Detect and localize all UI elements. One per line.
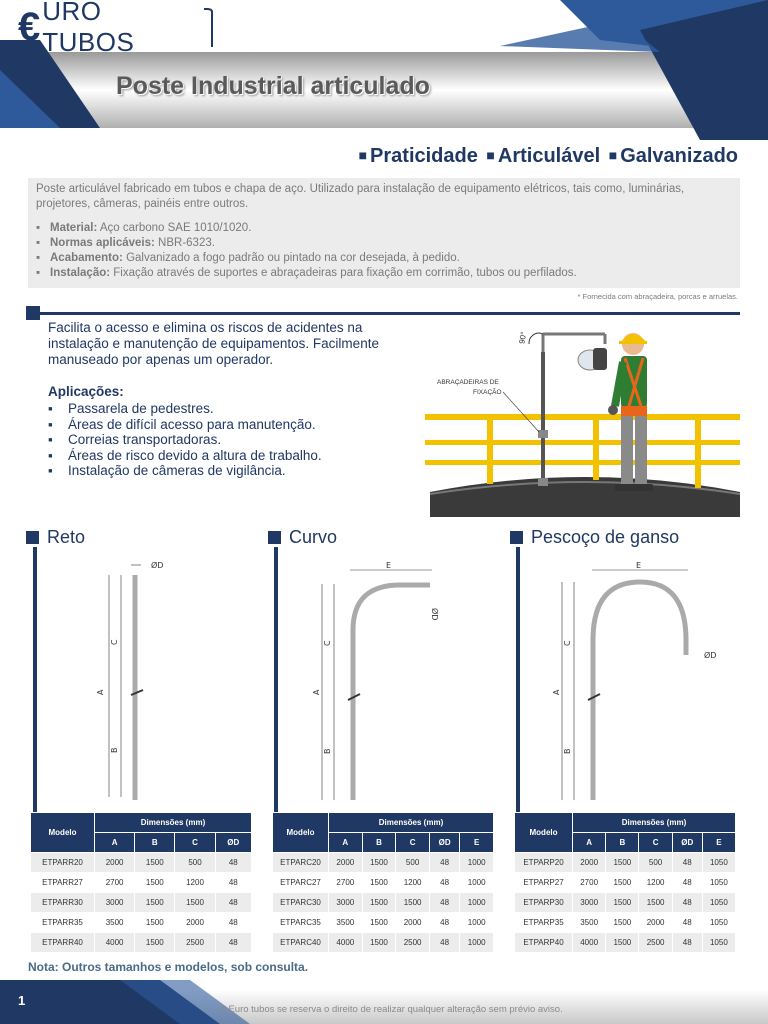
dimensions-table-pescoco: Modelo Dimensões (mm) A B C ØD E ETPARP20 2000 1500 500 48 1050 ETPARP27 2700 1500 1200 48 1050 ETPARP30 3000 1500 1500 48 1050 ETPARP35 3500 1500 2000 48 1050 ETPARP40 4000 1500 2500 48 1050	[514, 812, 736, 953]
page-title: Poste Industrial articulado	[116, 72, 430, 100]
description-intro: Poste articulável fabricado em tubos e chapa de aço. Utilizado para instalação de equipamento elétricos, tais como, luminárias, projetores, câmeras, painéis entre outros.	[36, 183, 685, 210]
applications-title: Aplicações:	[48, 384, 124, 399]
svg-text:A: A	[96, 689, 105, 695]
description-box	[28, 178, 740, 288]
svg-text:ØD: ØD	[151, 561, 164, 570]
table-header-dimensions: Dimensões (mm)	[95, 813, 252, 833]
svg-text:B: B	[323, 748, 332, 754]
dimensions-table-curvo: Modelo Dimensões (mm) A B C ØD E ETPARC20 2000 1500 500 48 1000 ETPARC27 2700 1500 1200 48 1000 ETPARC30 3000 1500 1500 48 1000 ETPARC35 3500 1500 2000 48 1000 ETPARC40 4000 1500 2500 48 1000	[272, 812, 494, 953]
table-row: ETPARP40 4000 1500 2500 48 1050	[515, 933, 736, 953]
svg-text:ØD: ØD	[430, 608, 439, 621]
application-item: ▪ Áreas de risco devido a altura de trabalho.	[48, 448, 322, 464]
benefits-text: Facilita o acesso e elimina os riscos de acidentes na instalação e manutenção de equipamentos. Facilmente manuseado por apenas um operador.	[48, 320, 379, 367]
drawing-reto	[95, 555, 195, 805]
table-row: ETPARC27 2700 1500 1200 48 1000	[273, 873, 494, 893]
table-row: ETPARP30 3000 1500 1500 48 1050	[515, 893, 736, 913]
table-row: ETPARR40 4000 1500 2500 48	[31, 933, 252, 953]
clamps-label-line2: FIXAÇÃO	[473, 389, 502, 396]
angle-label: 90°	[517, 331, 529, 345]
section-divider	[28, 312, 740, 315]
footer-note: Nota: Outros tamanhos e modelos, sob consulta.	[28, 960, 309, 974]
svg-text:C: C	[110, 639, 119, 645]
table-row: ETPARP27 2700 1500 1200 48 1050	[515, 873, 736, 893]
footer-background	[0, 976, 768, 1024]
svg-text:A: A	[312, 689, 321, 695]
euro-symbol: €	[18, 5, 41, 49]
svg-text:C: C	[563, 640, 572, 646]
bullet-square-icon: ■	[358, 147, 368, 163]
spec-list	[36, 221, 732, 281]
svg-text:C: C	[323, 640, 332, 646]
svg-text:ØD: ØD	[704, 651, 717, 660]
section-square-icon	[268, 531, 281, 544]
table-row: ETPARP35 3500 1500 2000 48 1050	[515, 913, 736, 933]
svg-text:E: E	[636, 561, 642, 570]
table-row: ETPARR35 3500 1500 2000 48	[31, 913, 252, 933]
section-square-icon	[510, 531, 523, 544]
application-item: ▪ Passarela de pedestres.	[48, 401, 322, 417]
table-row: ETPARC30 3000 1500 1500 48 1000	[273, 893, 494, 913]
drawing-curvo	[310, 560, 440, 805]
page-number: 1	[18, 993, 26, 1008]
table-header-dimensions: Dimensões (mm)	[573, 813, 736, 833]
section-title-reto: Reto	[26, 527, 85, 548]
svg-text:A: A	[552, 689, 561, 695]
applications-list	[48, 401, 322, 479]
table-row: ETPARC35 3500 1500 2000 48 1000	[273, 913, 494, 933]
divider-square-icon	[26, 306, 40, 320]
application-item: ▪ Áreas de difícil acesso para manutenção.	[48, 417, 322, 433]
spec-item: ▪ Instalação: Fixação através de suportes e abraçadeiras para fixação em corrimão, tubos ou perfilados.	[36, 266, 732, 281]
column-rule	[33, 547, 37, 815]
brand-name: URO TUBOS	[42, 0, 135, 57]
table-row: ETPARR27 2700 1500 1200 48	[31, 873, 252, 893]
application-item: ▪ Instalação de câmeras de vigilância.	[48, 463, 322, 479]
column-rule	[516, 547, 520, 815]
feature-3: Galvanizado	[620, 145, 738, 167]
table-header-dimensions: Dimensões (mm)	[329, 813, 494, 833]
brand-logo	[18, 0, 218, 57]
feature-tagline	[356, 145, 738, 168]
bullet-square-icon: ■	[608, 147, 618, 163]
table-row: ETPARC20 2000 1500 500 48 1000	[273, 853, 494, 873]
spec-item: ▪ Material: Aço carbono SAE 1010/1020.	[36, 221, 732, 236]
drawing-pescoco	[548, 560, 717, 805]
feature-2: Articulável	[497, 145, 601, 167]
lamp-post-icon	[202, 7, 218, 47]
section-square-icon	[26, 531, 39, 544]
spec-item: ▪ Acabamento: Galvanizado a fogo padrão ou pintado na cor desejada, à pedido.	[36, 251, 732, 266]
section-title-pescoco: Pescoço de ganso	[510, 527, 679, 548]
bullet-square-icon: ■	[486, 147, 495, 163]
svg-text:E: E	[386, 561, 392, 570]
section-title-curvo: Curvo	[268, 527, 337, 548]
feature-1: Praticidade	[370, 145, 478, 167]
svg-text:B: B	[110, 747, 119, 753]
application-item: ▪ Correias transportadoras.	[48, 432, 322, 448]
table-header-model: Modelo	[515, 813, 573, 853]
footer-disclaimer: A Euro tubos se reserva o direito de realizar qualquer alteração sem prévio aviso.	[220, 1004, 563, 1015]
installation-illustration	[425, 322, 740, 517]
table-row: ETPARC40 4000 1500 2500 48 1000	[273, 933, 494, 953]
table-row: ETPARP20 2000 1500 500 48 1050	[515, 853, 736, 873]
clamps-label-line1: ABRAÇADEIRAS DE	[437, 379, 499, 386]
table-row: ETPARR30 3000 1500 1500 48	[31, 893, 252, 913]
spec-item: ▪ Normas aplicáveis: NBR-6323.	[36, 236, 732, 251]
column-rule	[274, 547, 278, 815]
table-header-model: Modelo	[273, 813, 329, 853]
table-row: ETPARR20 2000 1500 500 48	[31, 853, 252, 873]
description-footnote: * Fornecida com abraçadeira, porcas e arruelas.	[577, 292, 738, 301]
svg-text:B: B	[563, 748, 572, 754]
table-header-model: Modelo	[31, 813, 95, 853]
dimensions-table-reto: Modelo Dimensões (mm) A B C ØD ETPARR20 2000 1500 500 48 ETPARR27 2700 1500 1200 48 ETPARR30 3000 1500 1500 48 ETPARR35 3500 1500 2000 48 ETPARR40 4000 1500 2500 48	[30, 812, 252, 953]
